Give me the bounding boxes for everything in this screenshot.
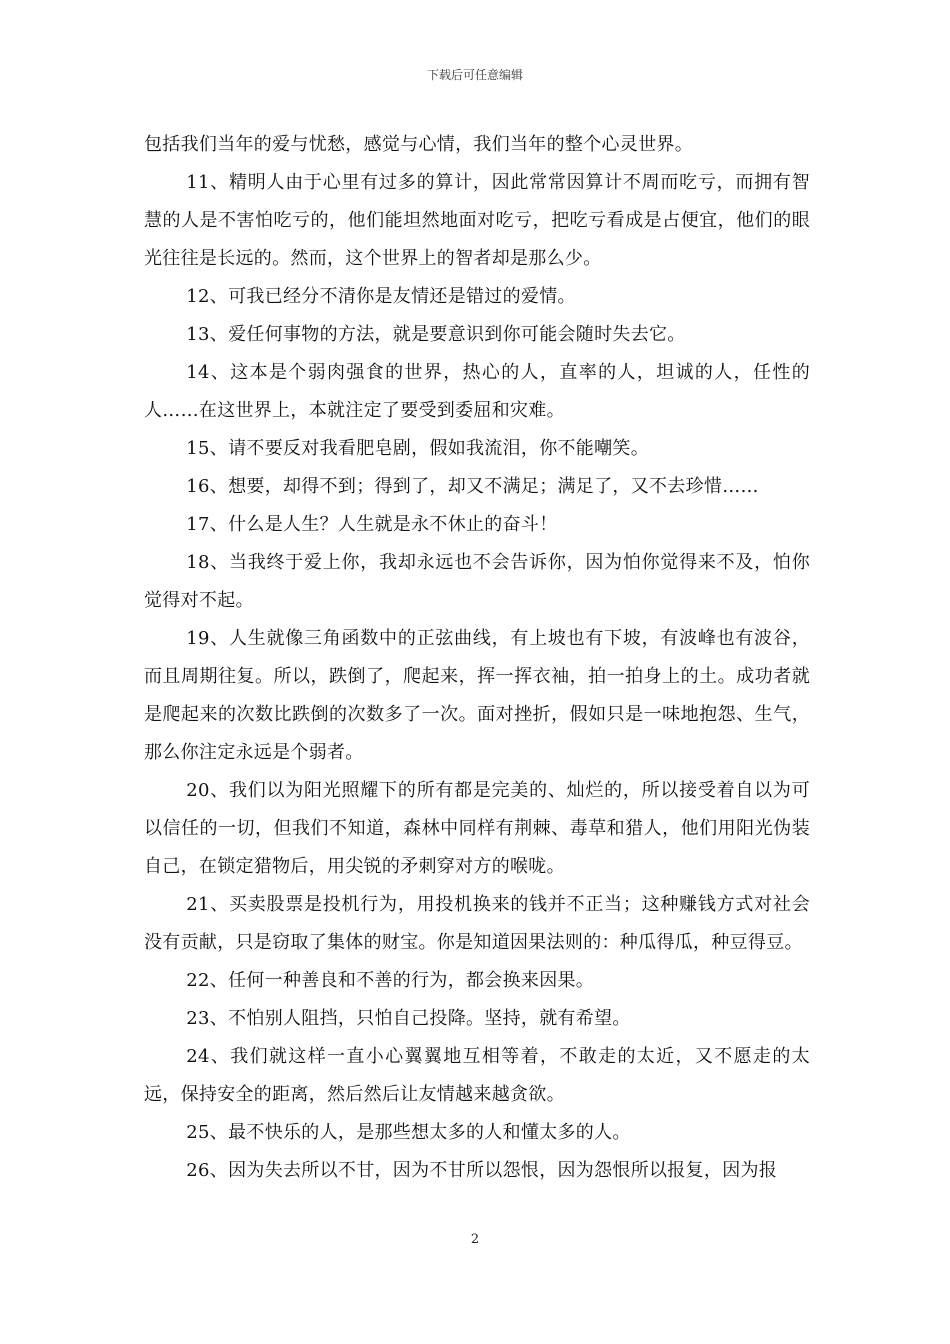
paragraph: 16、想要，却得不到；得到了，却又不满足；满足了，又不去珍惜…… (186, 476, 759, 497)
paragraph: 22、任何一种善良和不善的行为，都会换来因果。 (186, 970, 595, 991)
paragraph: 26、因为失去所以不甘，因为不甘所以怨恨，因为怨恨所以报复，因为报 (186, 1160, 778, 1181)
paragraph: 21、买卖股票是投机行为，用投机换来的钱并不正当；这种赚钱方式对社会没有贡献，只是窃取了集体的财宝。你是知道因果法则的：种瓜得瓜，种豆得豆。 (144, 894, 810, 953)
paragraph: 14、这本是个弱肉强食的世界，热心的人，直率的人，坦诚的人，任性的人……在这世界上，本就注定了要受到委屈和灾难。 (144, 362, 810, 421)
paragraph: 12、可我已经分不清你是友情还是错过的爱情。 (186, 286, 576, 307)
paragraph: 17、什么是人生？人生就是永不休止的奋斗！ (186, 514, 558, 535)
page-number: 2 (470, 1232, 480, 1247)
paragraph: 包括我们当年的爱与忧愁，感觉与心情，我们当年的整个心灵世界。 (144, 134, 693, 155)
paragraph: 18、当我终于爱上你，我却永远也不会告诉你，因为怕你觉得来不及，怕你觉得对不起。 (144, 552, 810, 611)
paragraph: 23、不怕别人阻挡，只怕自己投降。坚持，就有希望。 (186, 1008, 631, 1029)
paragraph: 15、请不要反对我看肥皂剧，假如我流泪，你不能嘲笑。 (186, 438, 649, 459)
paragraph: 13、爱任何事物的方法，就是要意识到你可能会随时失去它。 (186, 324, 686, 345)
paragraph: 25、最不快乐的人，是那些想太多的人和懂太多的人。 (186, 1122, 631, 1143)
paragraph: 19、人生就像三角函数中的正弦曲线，有上坡也有下坡，有波峰也有波谷，而且周期往复。所以，跌倒了，爬起来，挥一挥衣袖，拍一拍身上的土。成功者就是爬起来的次数比跌倒的次数多了一次。面对挫折，假如只是一味地抱怨、生气，那么你注定永远是个弱者。 (144, 628, 810, 763)
document-body (144, 126, 810, 1190)
paragraph: 11、精明人由于心里有过多的算计，因此常常因算计不周而吃亏，而拥有智慧的人是不害怕吃亏的，他们能坦然地面对吃亏，把吃亏看成是占便宜，他们的眼光往往是长远的。然而，这个世界上的智者却是那么少。 (144, 172, 810, 269)
page-header: 下载后可任意编辑 (426, 68, 523, 82)
paragraph: 20、我们以为阳光照耀下的所有都是完美的、灿烂的，所以接受着自以为可以信任的一切，但我们不知道，森林中同样有荆棘、毒草和猎人，他们用阳光伪装自己，在锁定猎物后，用尖锐的矛刺穿对方的喉咙。 (144, 780, 810, 877)
paragraph: 24、我们就这样一直小心翼翼地互相等着，不敢走的太近，又不愿走的太远，保持安全的距离，然后然后让友情越来越贪欲。 (144, 1046, 810, 1105)
